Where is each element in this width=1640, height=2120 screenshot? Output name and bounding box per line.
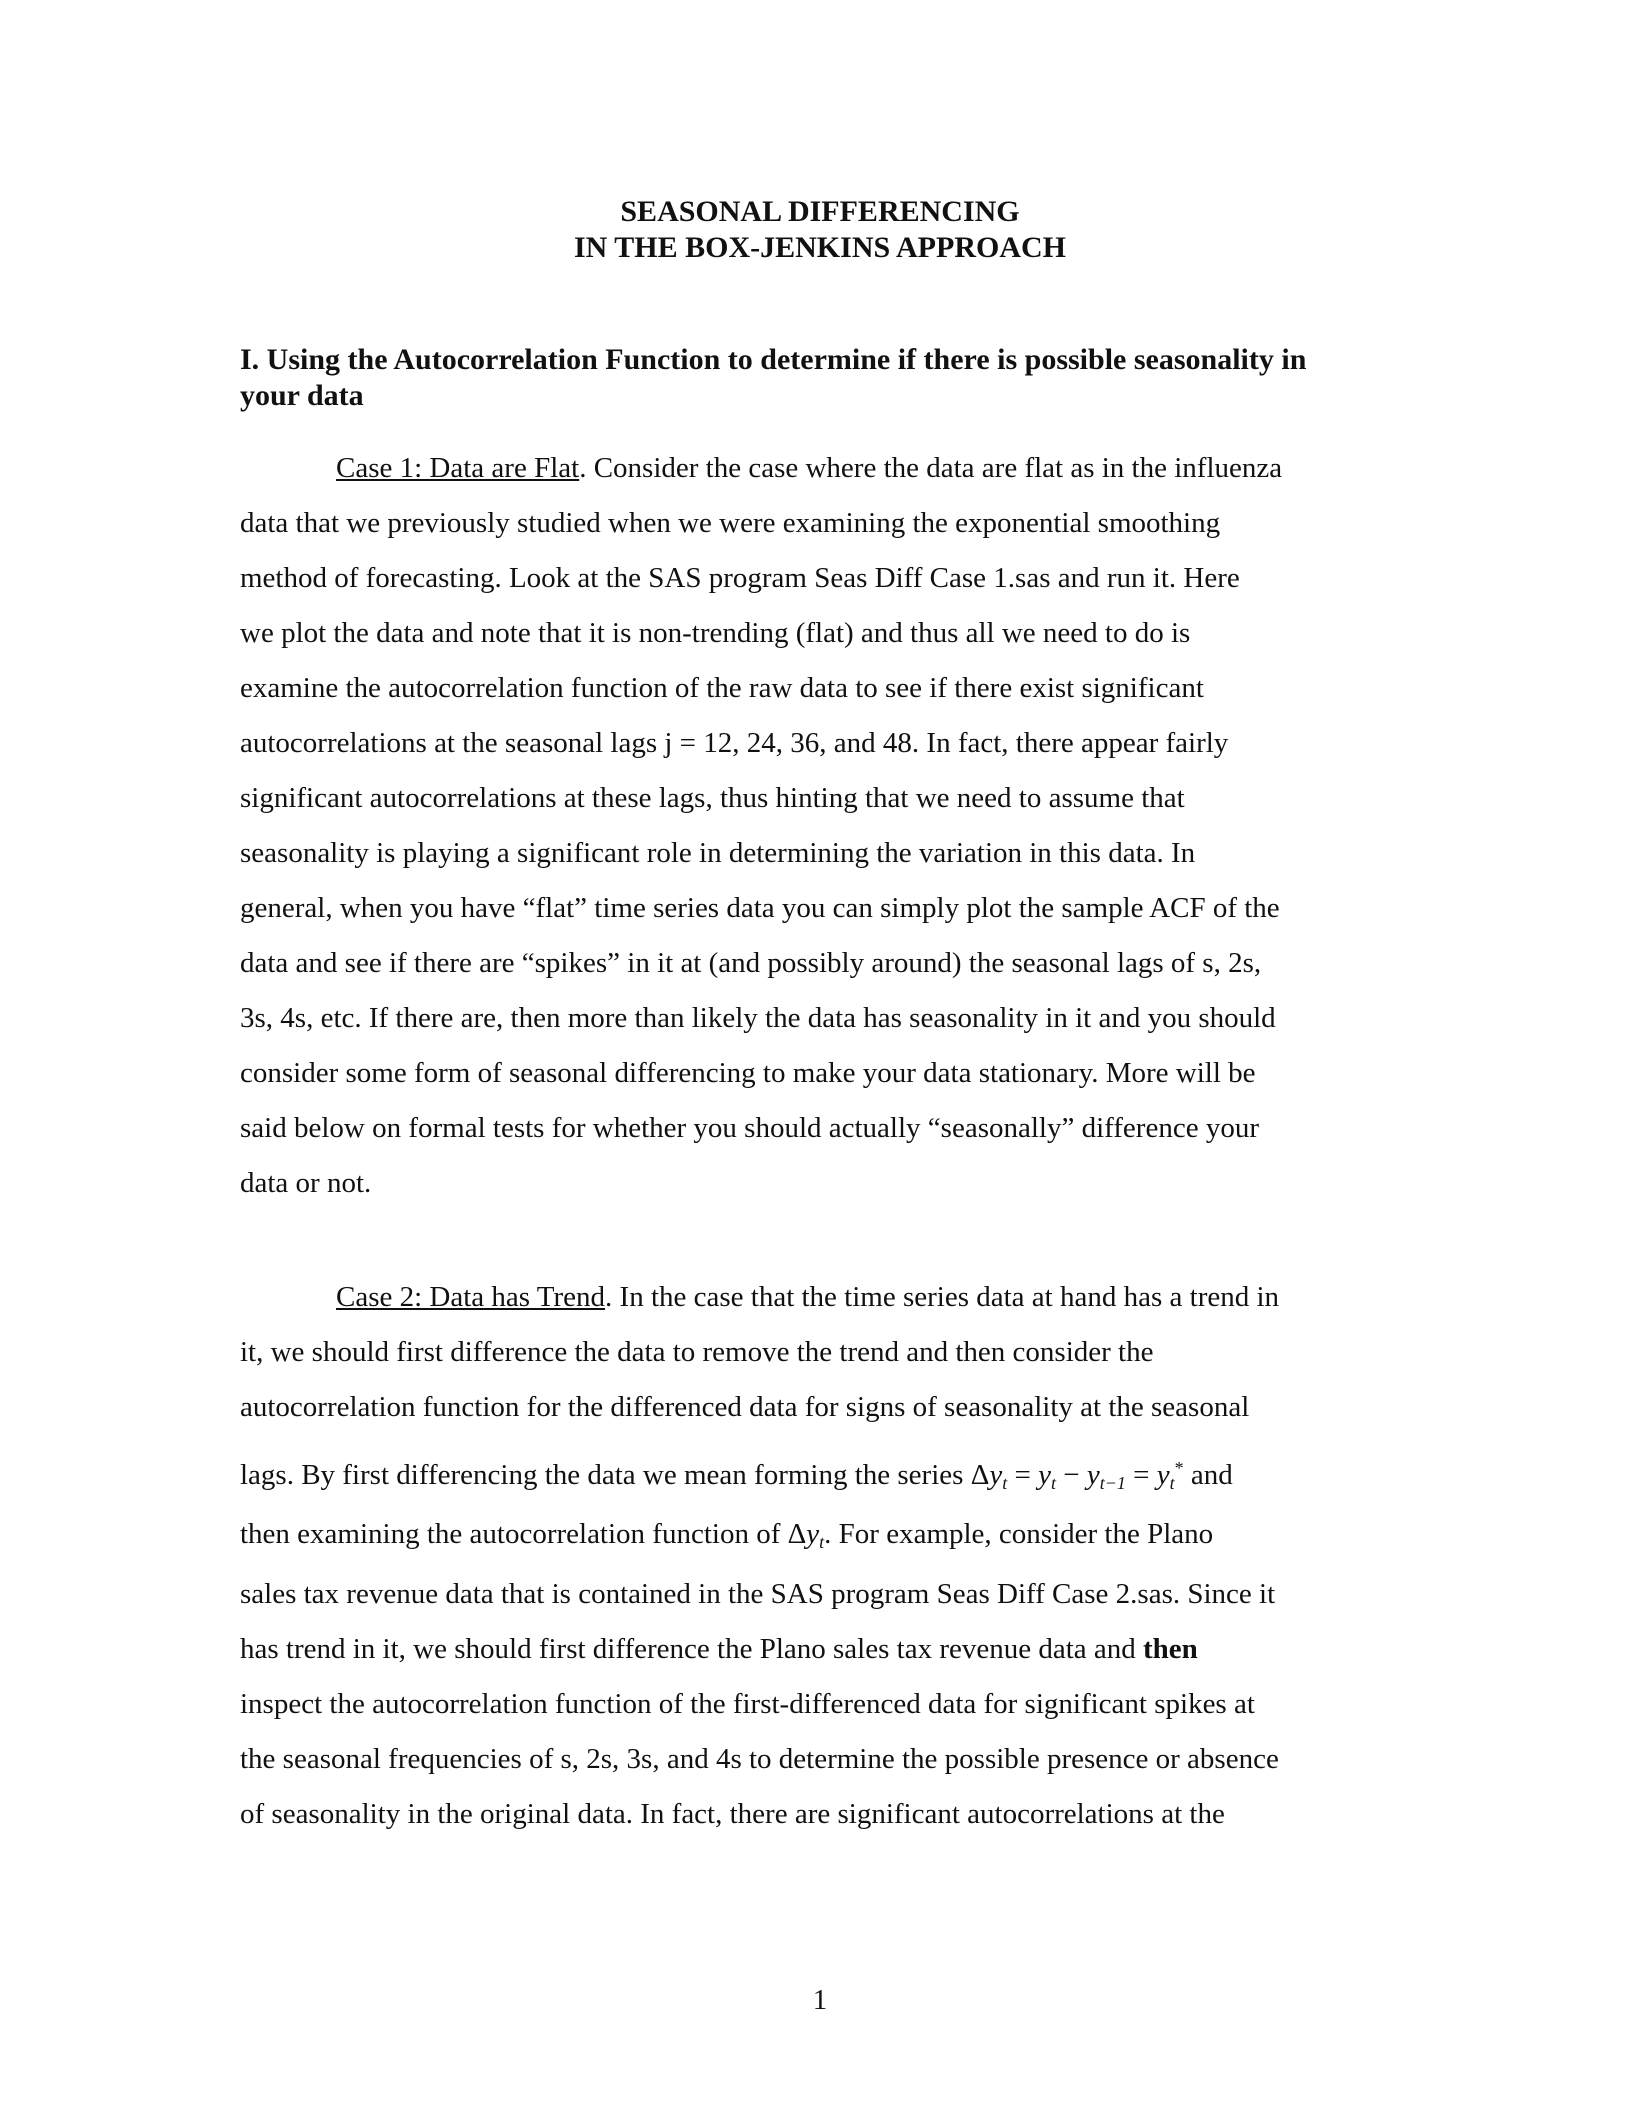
case-1-line-6: significant autocorrelations at these lags, thus hinting that we need to assume that	[240, 782, 1185, 814]
case-1-paragraph	[240, 441, 1400, 1211]
case-1-label: Case 1: Data are Flat	[336, 452, 580, 484]
case-2-line-3: autocorrelation function for the differenced data for signs of seasonality at the seasonal	[240, 1391, 1250, 1423]
case-2-paragraph	[240, 1270, 1400, 1842]
case-1-first-line	[240, 441, 1400, 496]
case-2-line-5-post: . For example, consider the Plano	[824, 1518, 1214, 1550]
case-2-line-4	[240, 1435, 1400, 1501]
case-1-line-8: general, when you have “flat” time series data you can simply plot the sample ACF of the	[240, 892, 1280, 924]
case-2-line-1-rest: . In the case that the time series data at hand has a trend in	[605, 1281, 1280, 1313]
case-1-line-9: data and see if there are “spikes” in it at (and possibly around) the seasonal lags of s, 2s,	[240, 947, 1262, 979]
case-2-line-7	[240, 1622, 1400, 1677]
case-2-line-7-bold: then	[1143, 1633, 1198, 1665]
case-2-line-2: it, we should first difference the data to remove the trend and then consider the	[240, 1336, 1154, 1368]
section-heading-line-2: your data	[240, 379, 364, 412]
case-2-line-9: the seasonal frequencies of s, 2s, 3s, and 4s to determine the possible presence or absence	[240, 1743, 1279, 1775]
case-1-line-12: said below on formal tests for whether you should actually “seasonally” difference your	[240, 1112, 1259, 1144]
case-2-line-4-post: and	[1183, 1459, 1233, 1491]
case-2-line-8: inspect the autocorrelation function of the first-differenced data for significant spikes at	[240, 1688, 1255, 1720]
case-1-line-1: data that we previously studied when we were examining the exponential smoothing	[240, 507, 1221, 539]
case-1-line-2: method of forecasting. Look at the SAS program Seas Diff Case 1.sas and run it. Here	[240, 562, 1240, 594]
case-1-line-3: we plot the data and note that it is non-trending (flat) and thus all we need to do is	[240, 617, 1191, 649]
case-1-line-11: consider some form of seasonal differencing to make your data stationary. More will be	[240, 1057, 1256, 1089]
section-heading	[240, 342, 1400, 414]
case-2-first-line	[240, 1270, 1400, 1325]
case-1-line-5: autocorrelations at the seasonal lags j = 12, 24, 36, and 48. In fact, there appear fairly	[240, 727, 1229, 759]
case-1-line-7: seasonality is playing a significant role in determining the variation in this data. In	[240, 837, 1196, 869]
case-2-line-4-pre: lags. By first differencing the data we mean forming the series	[240, 1459, 971, 1491]
case-2-line-7-pre: has trend in it, we should first difference the Plano sales tax revenue data and	[240, 1633, 1144, 1665]
first-difference-formula: $\Delta y_t = y_t - y_{t-1} = y_t^*$	[970, 1458, 1184, 1493]
case-2-line-10: of seasonality in the original data. In fact, there are significant autocorrelations at the	[240, 1798, 1225, 1830]
document-title-line-1: SEASONAL DIFFERENCING	[620, 195, 1020, 228]
delta-y-formula: $\Delta y_t$	[787, 1518, 825, 1552]
case-1-line-4: examine the autocorrelation function of the raw data to see if there exist significant	[240, 672, 1204, 704]
page-number: 1	[812, 1984, 828, 2016]
case-2-label: Case 2: Data has Trend	[336, 1281, 606, 1313]
section-heading-line-1: I. Using the Autocorrelation Function to determine if there is possible seasonality in	[240, 343, 1307, 376]
case-2-line-5	[240, 1501, 1400, 1567]
case-1-line-13: data or not.	[240, 1167, 372, 1199]
case-1-line-0: . Consider the case where the data are flat as in the influenza	[579, 452, 1283, 484]
document-title-line-2: IN THE BOX-JENKINS APPROACH	[573, 231, 1066, 264]
case-2-line-5-pre: then examining the autocorrelation function of	[240, 1518, 788, 1550]
case-1-line-10: 3s, 4s, etc. If there are, then more than likely the data has seasonality in it and you should	[240, 1002, 1276, 1034]
case-2-line-6: sales tax revenue data that is contained in the SAS program Seas Diff Case 2.sas. Since it	[240, 1578, 1276, 1610]
